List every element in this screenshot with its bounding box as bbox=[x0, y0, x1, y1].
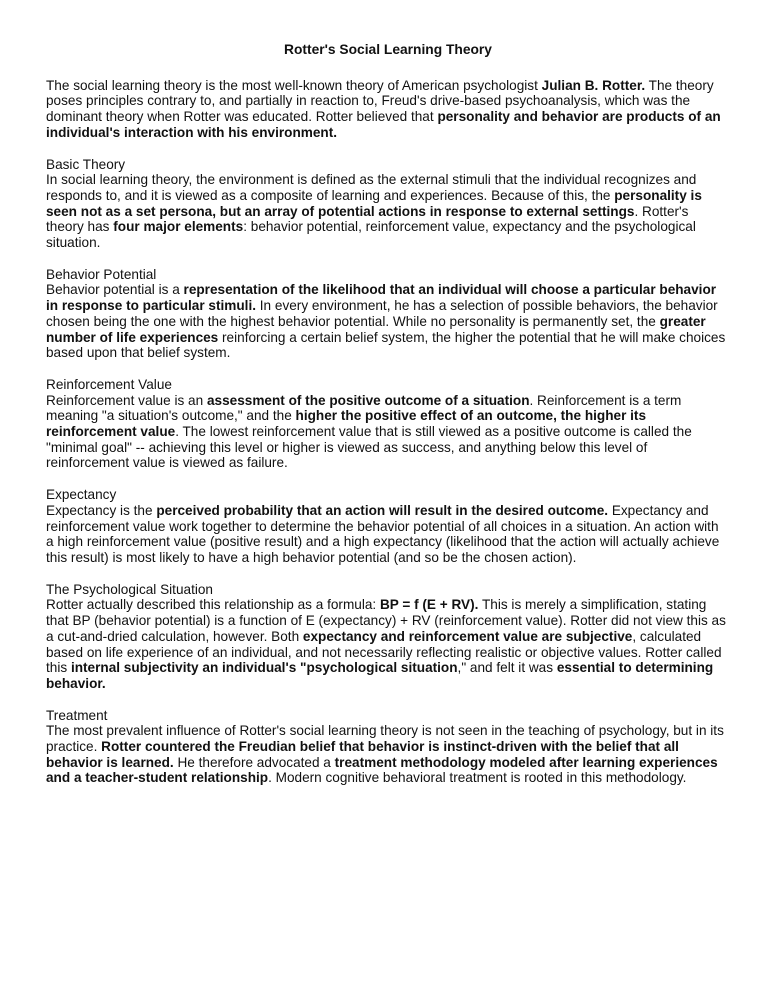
text-run: This is merely a simplification, stating that BP (behavior potential) is a function of E (expectancy) + RV (reinforcement value). Rotter did not view this as a cut-and-dried calculation, however. Both bbox=[46, 597, 726, 644]
section-heading: Reinforcement Value bbox=[46, 376, 172, 392]
section-heading: Expectancy bbox=[46, 487, 117, 503]
text-run: : behavior potential, reinforcement value, expectancy and the psychological situation. bbox=[46, 219, 696, 251]
bold-text-run: internal subjectivity an individual's "psychological situation bbox=[70, 660, 458, 676]
section-paragraph bbox=[46, 267, 726, 361]
text-run: He therefore advocated a bbox=[173, 754, 335, 770]
section-paragraph bbox=[46, 157, 726, 251]
text-run: ," and felt it was bbox=[457, 660, 557, 676]
section-heading: Behavior Potential bbox=[46, 266, 157, 282]
text-run: In every environment, he has a selection of possible behaviors, the behavior chosen being the one with the highest behavior potential. While no personality is permanently set, the bbox=[46, 298, 718, 329]
text-run: Expectancy is the bbox=[46, 502, 157, 518]
bold-text-run: perceived probability that an action will result in the desired outcome. bbox=[156, 502, 609, 518]
section-paragraph bbox=[46, 487, 726, 566]
text-run: reinforcing a certain belief system, the higher the potential that he will make choices based upon that belief system. bbox=[46, 329, 726, 361]
bold-text-run: Julian B. Rotter. bbox=[541, 77, 646, 93]
text-run: The social learning theory is the most well-known theory of American psychologist bbox=[46, 77, 542, 93]
text-run: The theory poses principles contrary to, and partially in reaction to, Freud's drive-based psychoanalysis, which was the dominant theory when Rotter was educated. Rotter believed that bbox=[46, 77, 714, 125]
text-run: . The lowest reinforcement value that is still viewed as a positive outcome is called the "minimal goal" -- achieving this level or higher is viewed as success, and anything below this level of reinforcement value is viewed as failure. bbox=[46, 424, 692, 471]
document-body bbox=[46, 78, 726, 786]
section-heading: Basic Theory bbox=[46, 156, 126, 172]
text-run: . Rotter's theory has bbox=[46, 203, 689, 235]
section-heading: The Psychological Situation bbox=[46, 581, 213, 597]
bold-text-run: greater number of life experiences bbox=[46, 313, 706, 345]
section-heading: Treatment bbox=[46, 707, 108, 723]
bold-text-run: treatment methodology modeled after learning experiences and a teacher-student relationship bbox=[46, 754, 718, 786]
text-run: Reinforcement value is an bbox=[46, 392, 207, 408]
text-run: Behavior potential is a bbox=[46, 282, 184, 298]
document-page bbox=[46, 42, 726, 802]
document-title: Rotter's Social Learning Theory bbox=[284, 42, 492, 57]
bold-text-run: four major elements bbox=[113, 219, 244, 235]
text-run: . Reinforcement is a term meaning "a situation's outcome," and the bbox=[46, 392, 682, 424]
section-paragraph bbox=[46, 708, 726, 787]
bold-text-run: essential to determining behavior. bbox=[46, 660, 714, 691]
bold-text-run: representation of the likelihood that an individual will choose a particular behavior in response to particular stimuli. bbox=[46, 282, 717, 314]
text-run: , calculated based on life experience of an individual, and not necessarily reflecting realistic or objective values. Rotter called this bbox=[46, 628, 722, 676]
text-run: In social learning theory, the environment is defined as the external stimuli that the individual recognizes and responds to, and it is viewed as a composite of learning and experiences. Because of this, the bbox=[46, 172, 697, 203]
text-run: Expectancy and reinforcement value work together to determine the behavior potential of all choices in a situation. An action with a high reinforcement value (positive result) and a high expectancy (likelihood that the action will actually achieve this result) is most likely to have a high behavior potential (and so be the chosen action). bbox=[46, 502, 720, 565]
section-paragraph bbox=[46, 78, 726, 141]
bold-text-run: BP = f (E + RV). bbox=[379, 597, 479, 613]
text-run: Rotter actually described this relationship as a formula: bbox=[46, 597, 380, 613]
bold-text-run: personality is seen not as a set persona, but an array of potential actions in response to external settings bbox=[46, 187, 702, 219]
bold-text-run: assessment of the positive outcome of a situation bbox=[206, 392, 530, 408]
text-run: The most prevalent influence of Rotter's social learning theory is not seen in the teaching of psychology, but in its practice. bbox=[46, 723, 724, 755]
bold-text-run: higher the positive effect of an outcome, the higher its reinforcement value bbox=[46, 408, 647, 440]
bold-text-run: personality and behavior are products of an individual's interaction with his environment. bbox=[46, 109, 721, 140]
bold-text-run: Rotter countered the Freudian belief that behavior is instinct-driven with the belief that all behavior is learned. bbox=[46, 739, 679, 770]
section-paragraph bbox=[46, 377, 726, 471]
bold-text-run: expectancy and reinforcement value are subjective bbox=[302, 628, 633, 644]
text-run: . Modern cognitive behavioral treatment is rooted in this methodology. bbox=[268, 770, 687, 786]
section-paragraph bbox=[46, 582, 726, 692]
